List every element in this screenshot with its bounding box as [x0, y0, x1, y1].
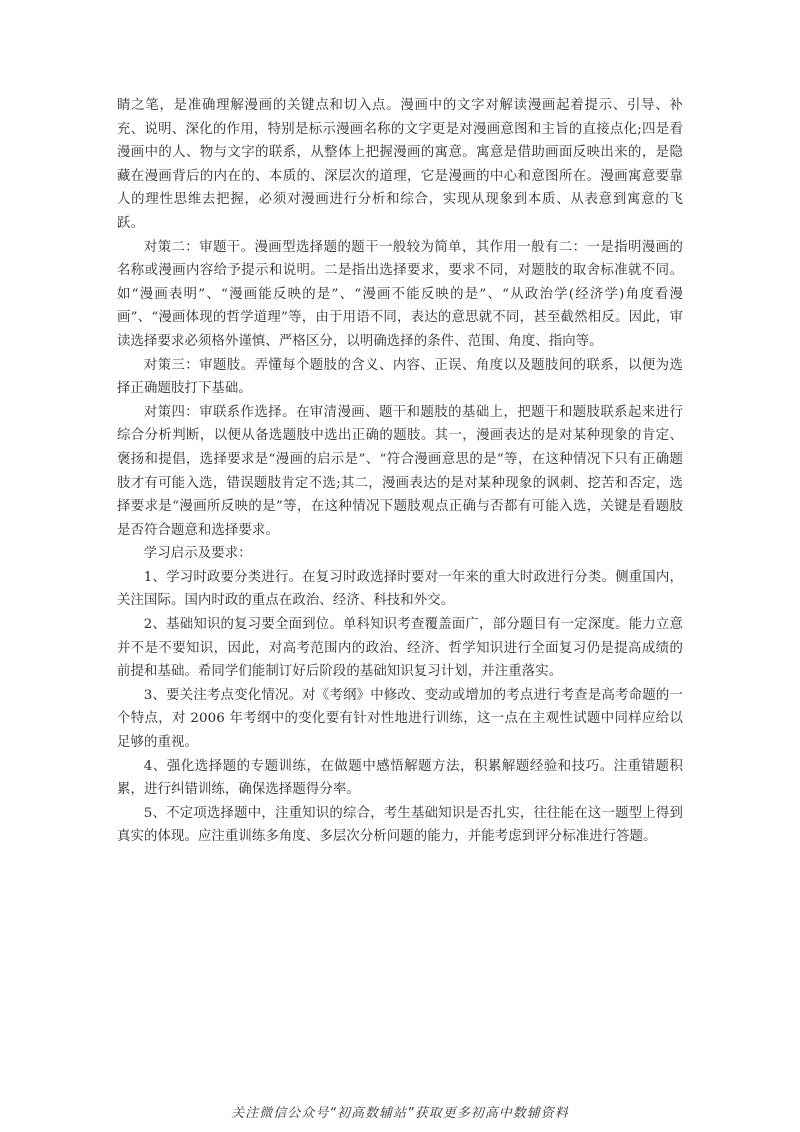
list-item-4: 4、强化选择题的专题训练，在做题中感悟解题方法，积累解题经验和技巧。注重错题积累，进行纠错训练，确保选择题得分率。 — [117, 758, 683, 798]
list-item-2: 2、基础知识的复习要全面到位。单科知识考查覆盖面广，部分题目有一定深度。能力立意并不是不要知识，因此，对高考范围内的政治、经济、哲学知识进行全面复习仍是提高成绩的前提和基础。希同学们能制订好后阶段的基础知识复习计划，并注重落实。 — [117, 617, 683, 680]
paragraph-intro: 睛之笔，是准确理解漫画的关键点和切入点。漫画中的文字对解读漫画起着提示、引导、补充、说明、深化的作用，特别是标示漫画名称的文字更是对漫画意图和主旨的直接点化;四是看漫画中的人、物与文字的联系，从整体上把握漫画的寓意。寓意是借助画面反映出来的，是隐藏在漫画背后的内在的、本质的、深层次的道理，它是漫画的中心和意图所在。漫画寓意要靠人的理性思维去把握，必须对漫画进行分析和综合，实现从现象到本质、从表意到寓意的飞跃。 — [117, 98, 683, 231]
list-item-3: 3、要关注考点变化情况。对《考纲》中修改、变动或增加的考点进行考查是高考命题的一个特点，对 2006 年考纲中的变化要有针对性地进行训练，这一点在主观性试题中同样应给以足够的重视。 — [117, 687, 683, 751]
paragraph-strategy-3: 对策三：审题肢。弄懂每个题肢的含义、内容、正误、角度以及题肢间的联系，以便为选择正确题肢打下基础。 — [117, 357, 683, 397]
paragraph-strategy-4: 对策四：审联系作选择。在审清漫画、题干和题肢的基础上，把题干和题肢联系起来进行综合分析判断，以便从备选题肢中选出正确的题肢。其一，漫画表达的是对某种现象的肯定、褒扬和提倡，选择要求是“漫画的启示是”、“符合漫画意思的是”等，在这种情况下只有正确题肢才有可能入选，错误题肢肯定不选;其二，漫画表达的是对某种现象的讽刺、挖苦和否定，选择要求是“漫画所反映的是”等，在这种情况下题肢观点正确与否都有可能入选，关键是看题肢是否符合题意和选择要求。 — [117, 404, 683, 538]
document-body — [117, 94, 683, 849]
footer-promo-text: 关注微信公众号“初高数辅站”获取更多初高中数辅资料 — [231, 1106, 569, 1121]
paragraph-strategy-2: 对策二：审题干。漫画型选择题的题干一般较为简单，其作用一般有二：一是指明漫画的名称或漫画内容给予提示和说明。二是指出选择要求，要求不同，对题肢的取舍标准就不同。如“漫画表明”、“漫画能反映的是”、“漫画不能反映的是”、“从政治学(经济学)角度看漫画”、“漫画体现的哲学道理”等，由于用语不同，表达的意思就不同，甚至截然相反。因此，审读选择要求必须格外谨慎、严格区分，以明确选择的条件、范围、角度、指向等。 — [117, 239, 683, 349]
list-item-5: 5、不定项选择题中，注重知识的综合，考生基础知识是否扎实，往往能在这一题型上得到真实的体现。应注重训练多角度、多层次分析问题的能力，并能考虑到评分标准进行答题。 — [117, 805, 683, 845]
list-item-1: 1、学习时政要分类进行。在复习时政选择时要对一年来的重大时政进行分类。侧重国内，关注国际。国内时政的重点在政治、经济、科技和外交。 — [117, 569, 683, 609]
section-heading-study-tips: 学习启示及要求： — [143, 546, 252, 562]
